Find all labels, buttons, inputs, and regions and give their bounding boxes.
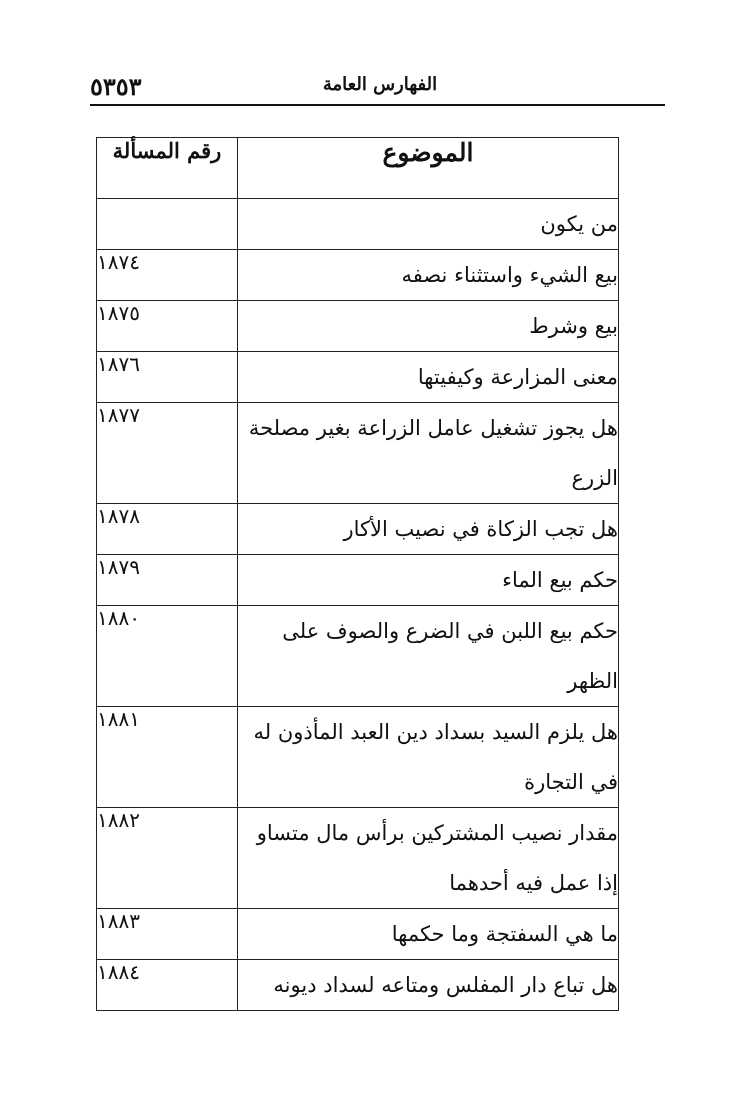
table-row bbox=[97, 960, 619, 1011]
topic-cell: هل يجوز تشغيل عامل الزراعة بغير مصلحة الزرع bbox=[238, 403, 619, 504]
topic-cell: بيع وشرط bbox=[238, 301, 619, 352]
header-rule bbox=[90, 104, 665, 106]
issue-number-cell: ١٨٧٥ bbox=[97, 301, 238, 352]
issue-number-cell: ١٨٧٨ bbox=[97, 504, 238, 555]
topic-cell: حكم بيع اللبن في الضرع والصوف على الظهر bbox=[238, 606, 619, 707]
topic-cell: بيع الشيء واستثناء نصفه bbox=[238, 250, 619, 301]
column-header-issue-number: رقم المسألة bbox=[97, 138, 238, 199]
issue-number-cell: ١٨٨٣ bbox=[97, 909, 238, 960]
topic-cell: ما هي السفتجة وما حكمها bbox=[238, 909, 619, 960]
table-row bbox=[97, 250, 619, 301]
issue-number-cell: ١٨٧٤ bbox=[97, 250, 238, 301]
table-header-row bbox=[97, 138, 619, 199]
table-row bbox=[97, 301, 619, 352]
table-row bbox=[97, 199, 619, 250]
table-row bbox=[97, 606, 619, 707]
topic-cell: معنى المزارعة وكيفيتها bbox=[238, 352, 619, 403]
issue-number-cell: ١٨٧٧ bbox=[97, 403, 238, 504]
table-row bbox=[97, 352, 619, 403]
topic-cell: حكم بيع الماء bbox=[238, 555, 619, 606]
running-title: الفهارس العامة bbox=[322, 74, 438, 95]
issue-number-cell bbox=[97, 199, 238, 250]
issue-number-cell: ١٨٨٢ bbox=[97, 808, 238, 909]
issue-number-cell: ١٨٨١ bbox=[97, 707, 238, 808]
index-table bbox=[96, 137, 619, 1011]
topic-cell: هل تجب الزكاة في نصيب الأكار bbox=[238, 504, 619, 555]
table-row bbox=[97, 909, 619, 960]
table-row bbox=[97, 808, 619, 909]
table-row bbox=[97, 707, 619, 808]
table-row bbox=[97, 555, 619, 606]
page-number: ٥٣٥٣ bbox=[90, 72, 142, 101]
topic-cell: من يكون bbox=[238, 199, 619, 250]
table-row bbox=[97, 504, 619, 555]
topic-cell: هل تباع دار المفلس ومتاعه لسداد ديونه bbox=[238, 960, 619, 1011]
issue-number-cell: ١٨٧٩ bbox=[97, 555, 238, 606]
table-row bbox=[97, 403, 619, 504]
topic-cell: هل يلزم السيد بسداد دين العبد المأذون له في التجارة bbox=[238, 707, 619, 808]
issue-number-cell: ١٨٧٦ bbox=[97, 352, 238, 403]
issue-number-cell: ١٨٨٠ bbox=[97, 606, 238, 707]
topic-cell: مقدار نصيب المشتركين برأس مال متساو إذا عمل فيه أحدهما bbox=[238, 808, 619, 909]
column-header-topic: الموضوع bbox=[238, 138, 619, 199]
page-header bbox=[90, 70, 665, 106]
issue-number-cell: ١٨٨٤ bbox=[97, 960, 238, 1011]
